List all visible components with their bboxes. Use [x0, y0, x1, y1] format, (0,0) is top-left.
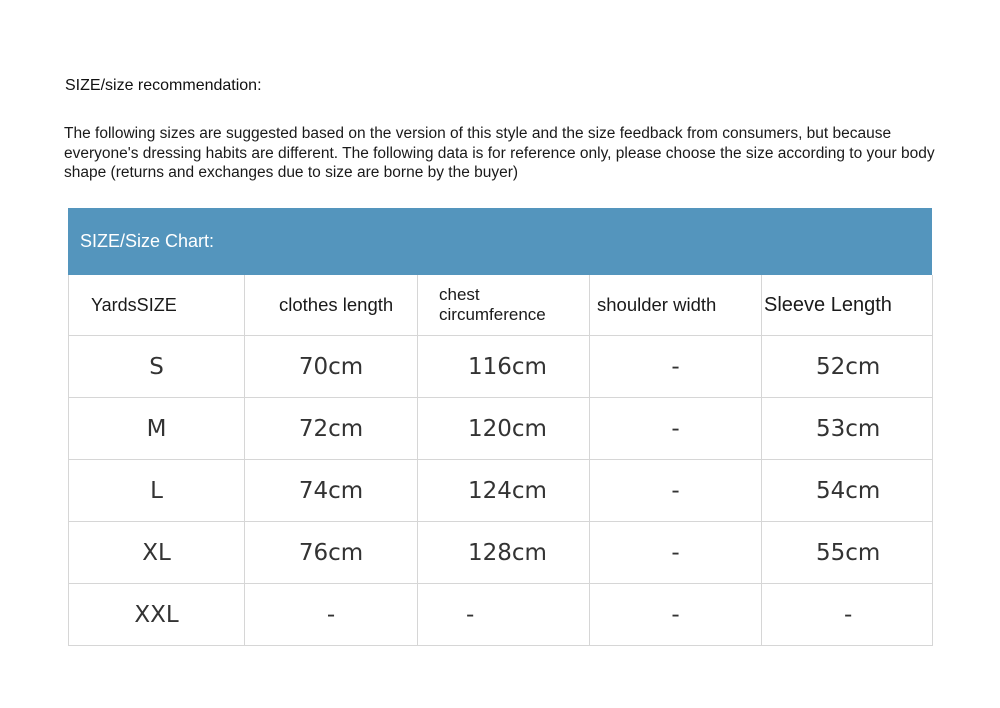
- cell-shoulder: -: [590, 398, 762, 460]
- cell-size: M: [69, 398, 245, 460]
- column-header-chest: chest circumference: [418, 275, 590, 336]
- cell-chest: 120cm: [418, 398, 590, 460]
- cell-shoulder: -: [590, 460, 762, 522]
- size-chart-title: SIZE/Size Chart:: [80, 231, 215, 251]
- table-row: [69, 522, 933, 584]
- size-chart: [68, 208, 932, 646]
- table-header-row: [69, 275, 933, 336]
- cell-clothes-length: 70cm: [245, 336, 418, 398]
- cell-size: S: [69, 336, 245, 398]
- cell-sleeve: 53cm: [762, 398, 933, 460]
- cell-chest: 124cm: [418, 460, 590, 522]
- cell-shoulder: -: [590, 336, 762, 398]
- cell-clothes-length: 72cm: [245, 398, 418, 460]
- cell-shoulder: -: [590, 584, 762, 646]
- column-header-shoulder: shoulder width: [590, 275, 762, 336]
- table-row: [69, 336, 933, 398]
- cell-size: L: [69, 460, 245, 522]
- cell-sleeve: 54cm: [762, 460, 933, 522]
- cell-clothes-length: 74cm: [245, 460, 418, 522]
- size-chart-banner: [68, 208, 932, 275]
- cell-size: XXL: [69, 584, 245, 646]
- column-header-size: YardsSIZE: [69, 275, 245, 336]
- cell-chest: 128cm: [418, 522, 590, 584]
- cell-sleeve: 52cm: [762, 336, 933, 398]
- size-table: [68, 275, 933, 646]
- column-header-clothes-length: clothes length: [245, 275, 418, 336]
- column-header-sleeve: Sleeve Length: [762, 275, 933, 336]
- cell-chest: -: [418, 584, 590, 646]
- cell-size: XL: [69, 522, 245, 584]
- cell-sleeve: -: [762, 584, 933, 646]
- cell-shoulder: -: [590, 522, 762, 584]
- table-row: [69, 460, 933, 522]
- size-notice: The following sizes are suggested based on the version of this style and the size feedback from consumers, but because everyone's dressing habits are different. The following data is for reference only, please choose the size according to your body shape (returns and exchanges due to size are borne by the buyer): [64, 125, 935, 181]
- cell-clothes-length: -: [245, 584, 418, 646]
- cell-chest: 116cm: [418, 336, 590, 398]
- table-row: [69, 584, 933, 646]
- cell-sleeve: 55cm: [762, 522, 933, 584]
- table-row: [69, 398, 933, 460]
- cell-clothes-length: 76cm: [245, 522, 418, 584]
- page-heading: SIZE/size recommendation:: [65, 77, 262, 94]
